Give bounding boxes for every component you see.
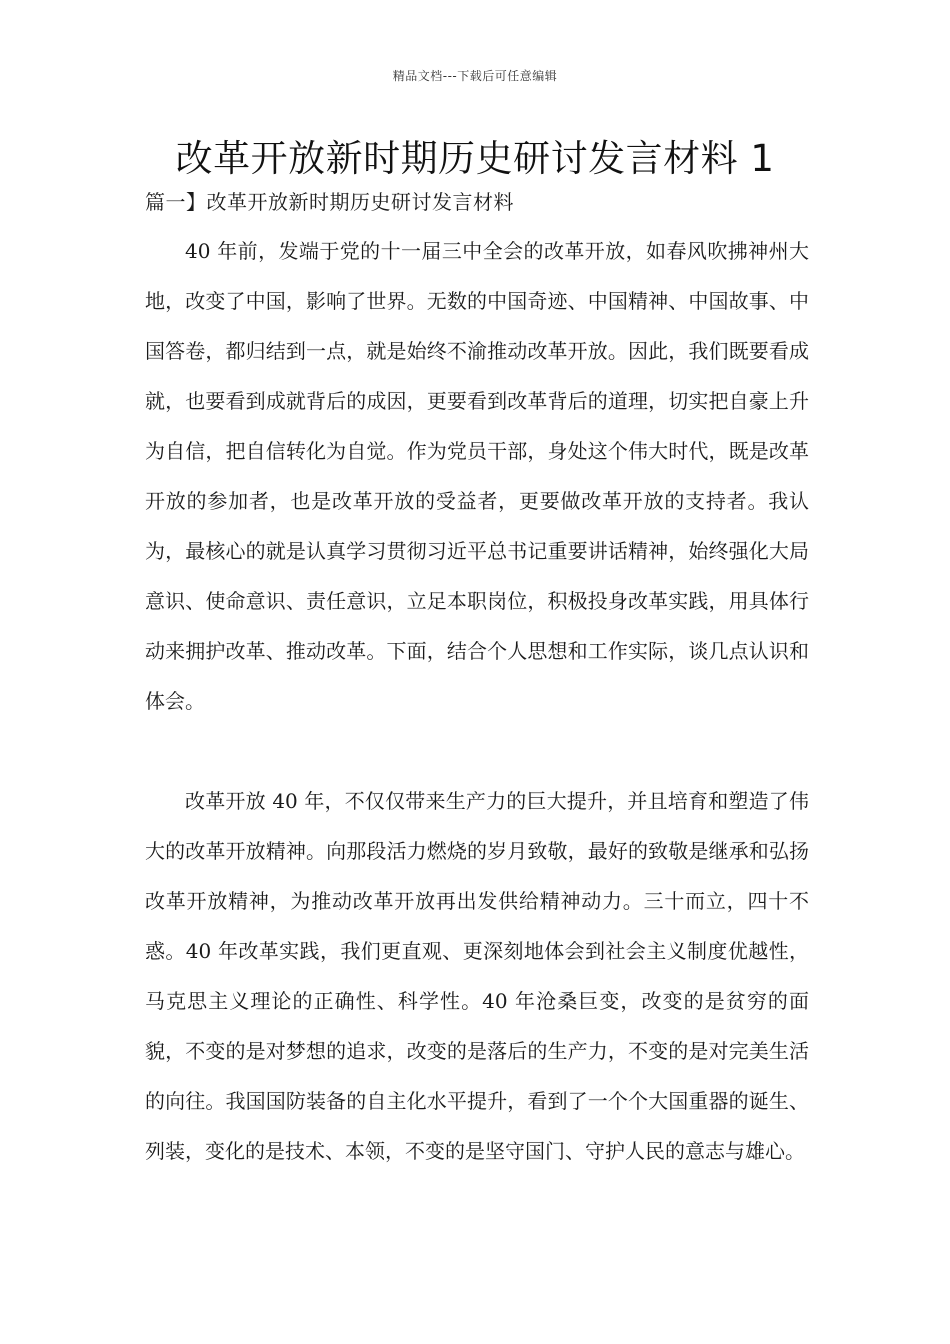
section-heading: 篇一】改革开放新时期历史研讨发言材料 (145, 190, 514, 214)
page-header-note: 精品文档---下载后可任意编辑 (392, 69, 558, 83)
paragraph-text: 40 年前，发端于党的十一届三中全会的改革开放，如春风吹拂神州大地，改变了中国，影响了世界。无数的中国奇迹、中国精神、中国故事、中国答卷，都归结到一点，就是始终不渝推动改革开放。因此，我们既要看成就，也要看到成就背后的成因，更要看到改革背后的道理，切实把自豪上升为自信，把自信转化为自觉。作为党员干部，身处这个伟大时代，既是改革开放的参加者，也是改革开放的受益者，更要做改革开放的支持者。我认为，最核心的就是认真学习贯彻习近平总书记重要讲话精神，始终强化大局意识、使命意识、责任意识，立足本职岗位，积极投身改革实践，用具体行动来拥护改革、推动改革。下面，结合个人思想和工作实际，谈几点认识和体会。 (145, 239, 809, 713)
document-title: 改革开放新时期历史研讨发言材料 1 (175, 137, 775, 180)
body-paragraph-1 (145, 226, 809, 726)
body-paragraph-2 (145, 776, 809, 1176)
paragraph-text: 改革开放 40 年，不仅仅带来生产力的巨大提升，并且培育和塑造了伟大的改革开放精神。向那段活力燃烧的岁月致敬，最好的致敬是继承和弘扬改革开放精神，为推动改革开放再出发供给精神动力。三十而立，四十不惑。40 年改革实践，我们更直观、更深刻地体会到社会主义制度优越性，马克思主义理论的正确性、科学性。40 年沧桑巨变，改变的是贫穷的面貌，不变的是对梦想的追求，改变的是落后的生产力，不变的是对完美生活的向往。我国国防装备的自主化水平提升，看到了一个个大国重器的诞生、列装，变化的是技术、本领，不变的是坚守国门、守护人民的意志与雄心。 (145, 789, 809, 1163)
